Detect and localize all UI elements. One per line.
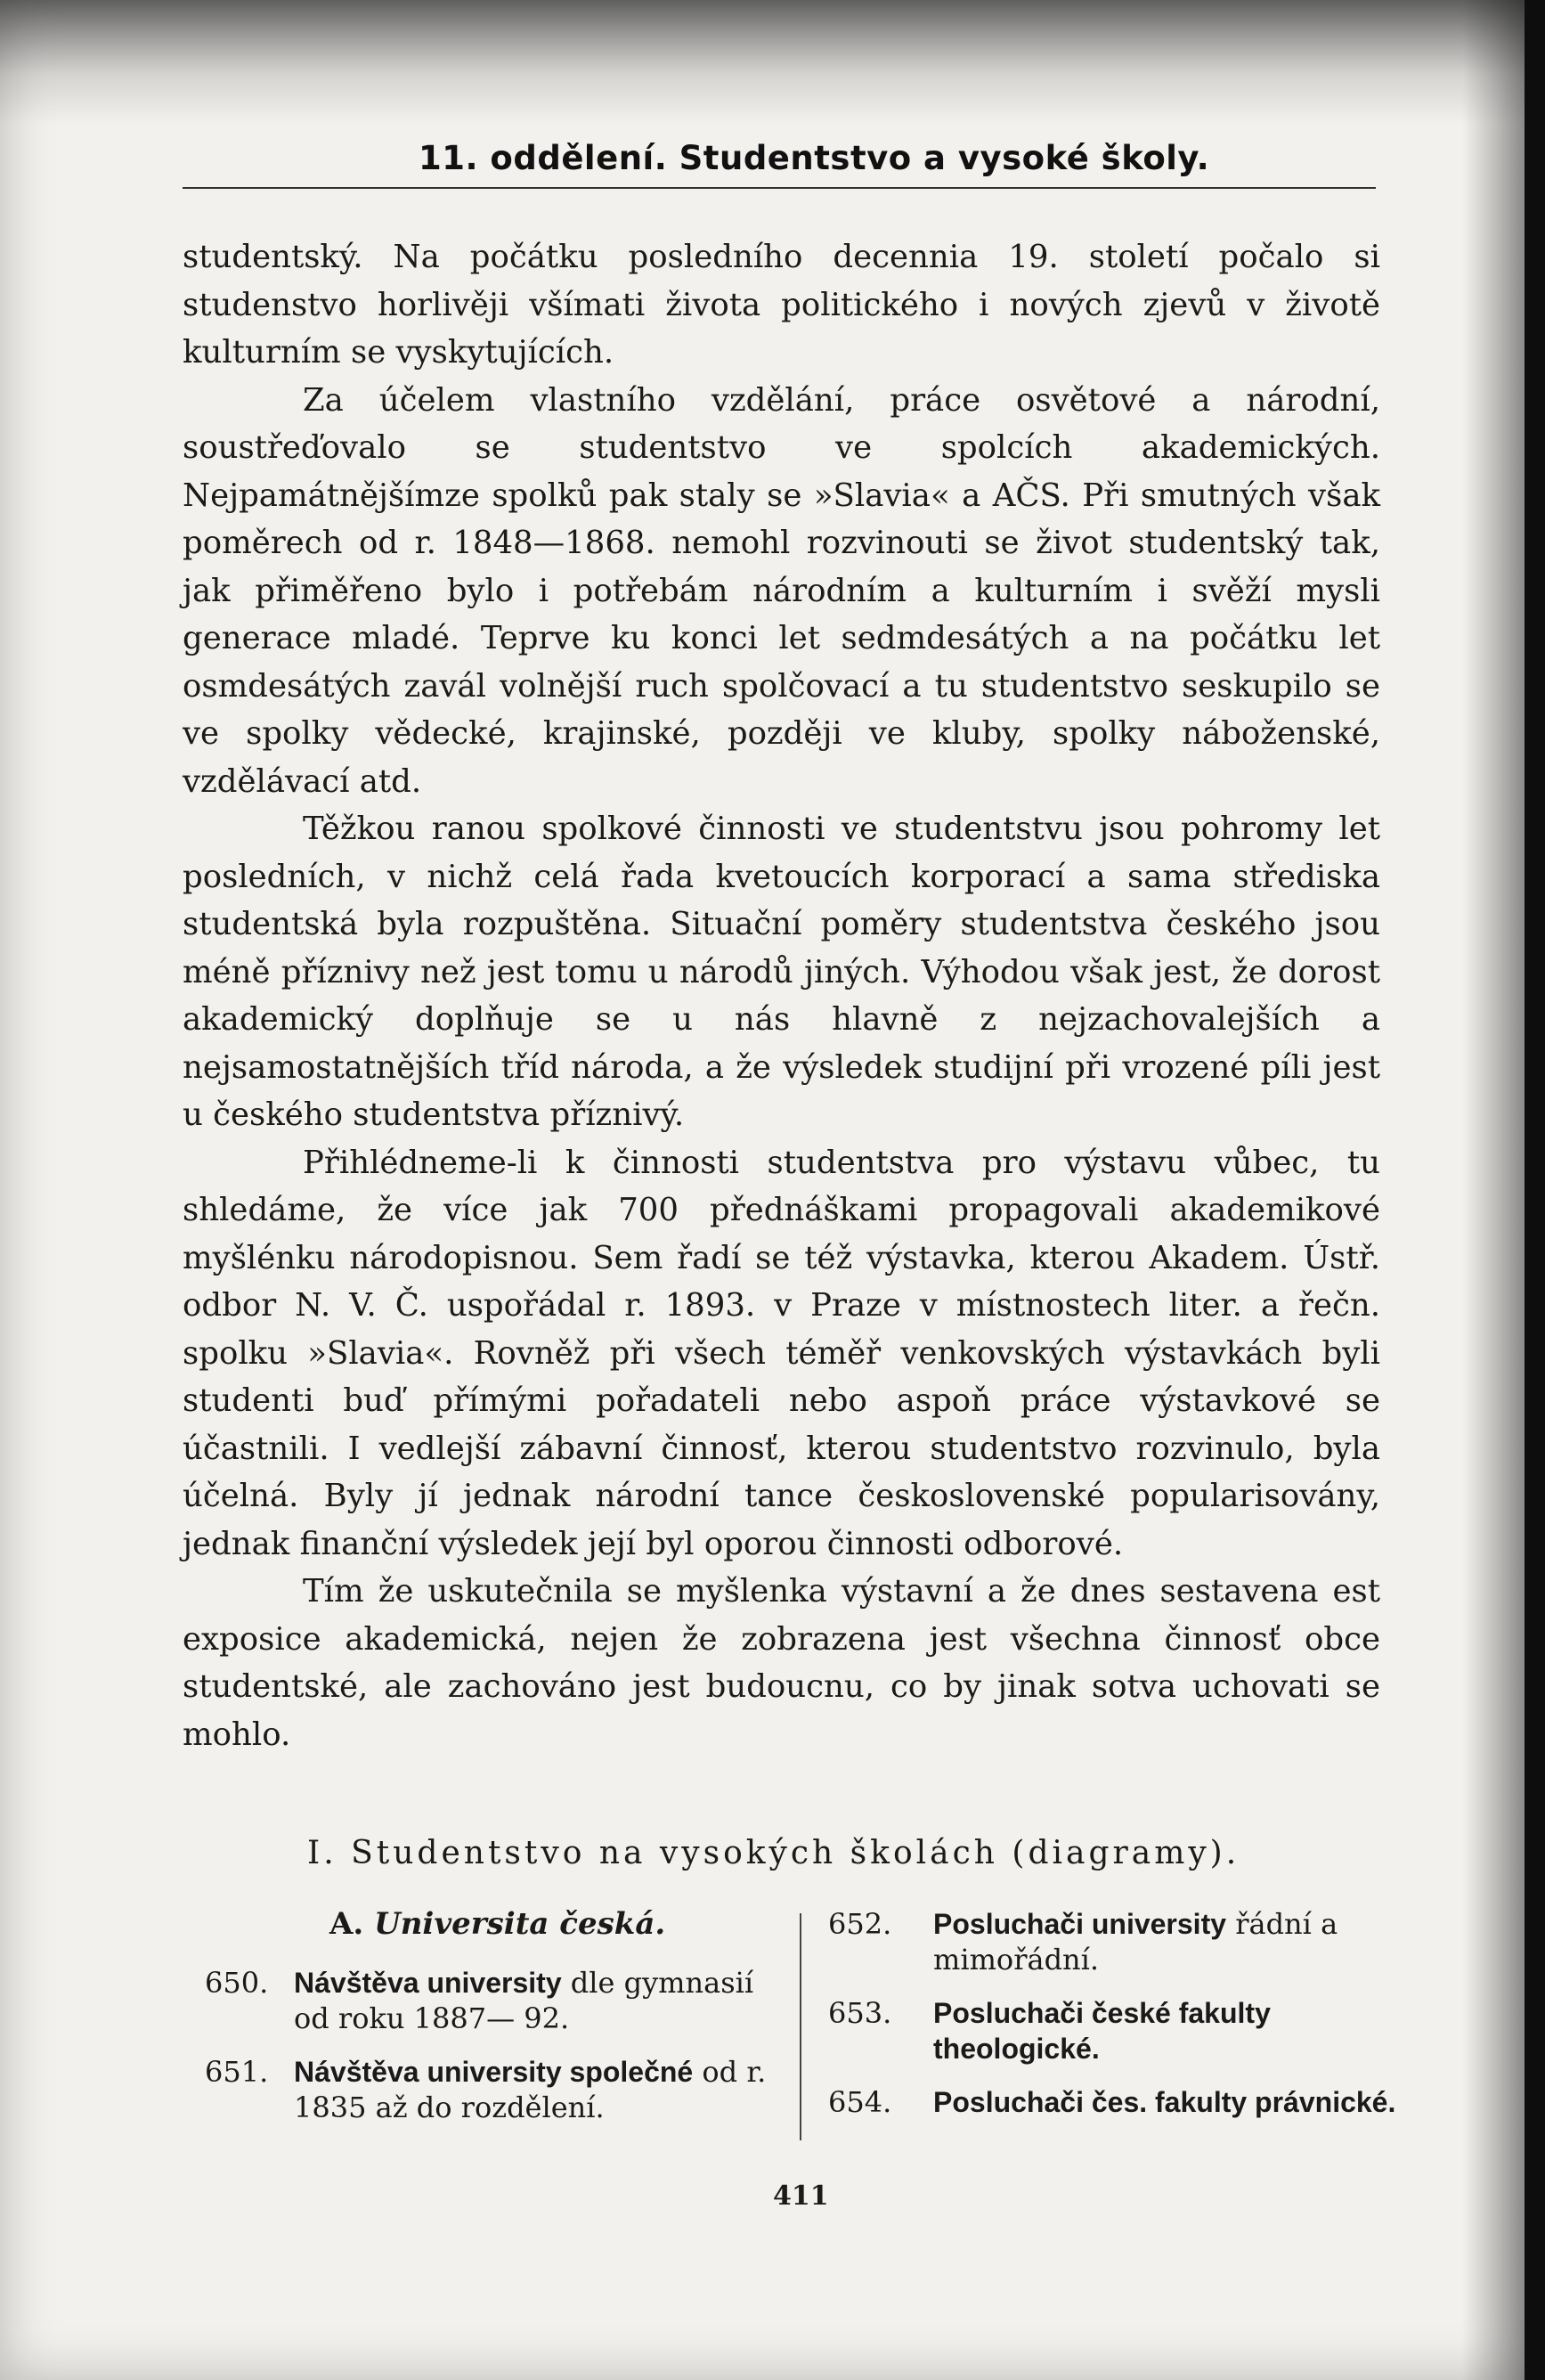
paragraph: Těžkou ranou spolkové činnosti ve studentstvu jsou pohromy let posledních, v nichž celá řada kvetoucích korporací a sama střediska studentská byla rozpuštěna. Situační poměry studentstva českého jsou méně příznivy než jest tomu u národů jiných. Výhodou však jest, že dorost akademický doplňuje se u nás hlavně z nejzachovalejších a nejsamostatnějších tříd národa, a že výsledek studijní při vrozené píli jest u českého studentstva příznivý. [183, 811, 1380, 1133]
paragraph: Tím že uskutečnila se myšlenka výstavní a že dnes sestavena est exposice akademická, nejen že zobrazena jest všechna činnosť obce studentské, ale zachováno jest budoucnu, co by jinak sotva uchovati se mohlo. [183, 1573, 1380, 1753]
entry-text [933, 1906, 1398, 1977]
entry-text [294, 2054, 784, 2125]
entry-text [294, 1965, 784, 2036]
list-item [828, 2084, 1398, 2120]
list-item [828, 1995, 1398, 2066]
left-column [205, 1906, 784, 2143]
subsection-label: Universita česká. [374, 1906, 666, 1942]
entry-number: 654. [828, 2085, 892, 2119]
page-number: 411 [773, 2180, 829, 2212]
entry-rest: od r. 1835 až do rozdělení. [294, 2055, 767, 2124]
entry-title: Posluchači české fakulty theologické. [933, 1997, 1271, 2065]
entry-number: 651. [205, 2055, 269, 2089]
entry-rest: řádní a mimořádní. [933, 1907, 1338, 1977]
list-item [205, 1965, 784, 2036]
subsection-letter: A. [329, 1906, 364, 1942]
section-title: I. Studentstvo na vysokých školách (diagramy). [307, 1835, 1240, 1871]
entry-text [933, 2084, 1398, 2120]
entry-number: 650. [205, 1966, 269, 2000]
right-column [828, 1906, 1398, 2138]
entry-text [933, 1995, 1398, 2066]
body-text [183, 233, 1380, 1758]
paragraph: studentský. Na počátku posledního decennia 19. století počalo si studenstvo horlivěji všímati života politického i nových zjevů v životě kulturním se vyskytujících. [183, 239, 1380, 371]
entry-title: Návštěva university [294, 1967, 562, 1999]
entry-number: 653. [828, 1996, 892, 2030]
column-divider [800, 1913, 801, 2140]
list-item [828, 1906, 1398, 1977]
entry-number: 652. [828, 1907, 892, 1941]
paragraph: Za účelem vlastního vzdělání, práce osvětové a národní, soustřeďovalo se studentstvo ve spolcích akademických. Nejpamátnějšímze spolků pak staly se »Slavia« a AČS. Při smutných však poměrech od r. 1848—1868. nemohl rozvinouti se život studentský tak, jak přiměřeno bylo i potřebám národním a kulturním i svěží mysli generace mladé. Teprve ku konci let sedmdesátých a na počátku let osmdesátých zavál volnější ruch spolčovací a tu studentstvo seskupilo se ve spolky vědecké, krajinské, později ve kluby, spolky náboženské, vzdělávací atd. [183, 381, 1380, 800]
list-item [205, 2054, 784, 2125]
subsection-heading [329, 1906, 784, 1942]
running-header [183, 134, 1376, 189]
entry-rest: dle gymnasií od roku 1887— 92. [294, 1966, 754, 2035]
entry-title: Posluchači university [933, 1908, 1227, 1940]
header-title: 11. oddělení. Studentstvo a vysoké školy. [419, 139, 1210, 177]
entry-title: Návštěva university společné [294, 2056, 694, 2088]
entry-title: Posluchači čes. fakulty právnické. [933, 2086, 1396, 2118]
paragraph: Přihlédneme-li k činnosti studentstva pro výstavu vůbec, tu shledáme, že více jak 700 přednáškami propagovali akademikové myšlénku národopisnou. Sem řadí se též výstavka, kterou Akadem. Ústř. odbor N. V. Č. uspořádal r. 1893. v Praze v místnostech liter. a řečn. spolku »Slavia«. Rovněž při všech téměř venkovských výstavkách byli studenti buď přímými pořadateli nebo aspoň práce výstavkové se účastnili. I vedlejší zábavní činnosť, kterou studentstvo rozvinulo, byla účelná. Byly jí jednak národní tance československé popularisovány, jednak finanční výsledek její byl oporou činnosti odborové. [183, 1144, 1380, 1562]
